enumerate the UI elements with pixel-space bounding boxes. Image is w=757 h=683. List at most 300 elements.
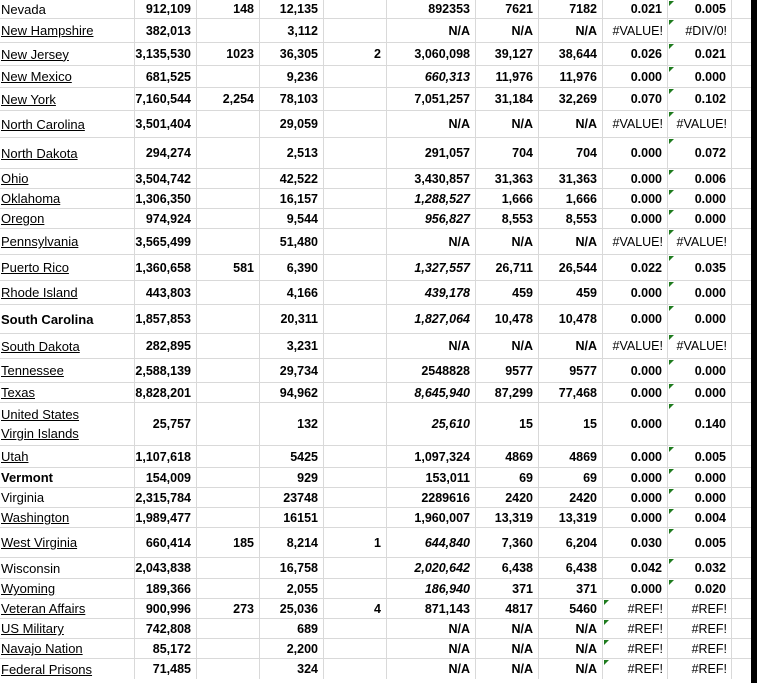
data-cell[interactable]: 0.000 xyxy=(603,169,668,188)
data-cell[interactable] xyxy=(197,639,260,658)
state-name-cell[interactable]: South Carolina xyxy=(0,305,135,333)
data-cell[interactable] xyxy=(324,334,387,358)
data-cell[interactable]: 0.000 xyxy=(603,66,668,87)
data-cell[interactable]: 69 xyxy=(476,468,539,487)
data-cell[interactable]: N/A xyxy=(539,111,603,137)
data-cell[interactable]: 39,127 xyxy=(476,43,539,65)
data-cell[interactable]: 443,803 xyxy=(135,281,197,304)
data-cell[interactable]: 2,513 xyxy=(260,138,324,168)
data-cell[interactable]: N/A xyxy=(476,639,539,658)
data-cell[interactable]: 0.042 xyxy=(603,558,668,578)
empty-cell[interactable] xyxy=(732,639,751,658)
data-cell[interactable]: 9577 xyxy=(476,359,539,382)
data-cell[interactable]: N/A xyxy=(476,619,539,638)
data-cell[interactable]: 1,306,350 xyxy=(135,189,197,208)
data-cell[interactable] xyxy=(324,209,387,228)
data-cell[interactable] xyxy=(324,19,387,42)
data-cell[interactable]: 0.072 xyxy=(668,138,732,168)
data-cell[interactable]: 1 xyxy=(324,528,387,557)
data-cell[interactable]: #REF! xyxy=(668,659,732,679)
data-cell[interactable]: 15 xyxy=(539,403,603,445)
data-cell[interactable]: 69 xyxy=(539,468,603,487)
data-cell[interactable] xyxy=(197,488,260,507)
data-cell[interactable]: 7182 xyxy=(539,0,603,18)
data-cell[interactable]: 8,553 xyxy=(539,209,603,228)
empty-cell[interactable] xyxy=(732,0,751,18)
data-cell[interactable]: N/A xyxy=(476,229,539,254)
data-cell[interactable]: 16151 xyxy=(260,508,324,527)
empty-cell[interactable] xyxy=(732,579,751,598)
data-cell[interactable] xyxy=(197,209,260,228)
state-name-cell[interactable]: Tennessee xyxy=(0,359,135,382)
data-cell[interactable]: 31,363 xyxy=(476,169,539,188)
data-cell[interactable] xyxy=(197,305,260,333)
data-cell[interactable]: 1,327,557 xyxy=(387,255,476,280)
data-cell[interactable]: 2,588,139 xyxy=(135,359,197,382)
data-cell[interactable]: 900,996 xyxy=(135,599,197,618)
data-cell[interactable]: 6,438 xyxy=(476,558,539,578)
data-cell[interactable]: #VALUE! xyxy=(668,111,732,137)
data-cell[interactable]: 871,143 xyxy=(387,599,476,618)
data-cell[interactable]: 0.000 xyxy=(603,383,668,402)
data-cell[interactable]: N/A xyxy=(539,639,603,658)
empty-cell[interactable] xyxy=(732,383,751,402)
data-cell[interactable]: 0.022 xyxy=(603,255,668,280)
data-cell[interactable]: 4869 xyxy=(539,446,603,467)
data-cell[interactable]: 8,214 xyxy=(260,528,324,557)
data-cell[interactable]: 7621 xyxy=(476,0,539,18)
data-cell[interactable]: N/A xyxy=(387,619,476,638)
data-cell[interactable] xyxy=(324,579,387,598)
data-cell[interactable]: 25,036 xyxy=(260,599,324,618)
data-cell[interactable]: 0.000 xyxy=(603,209,668,228)
data-cell[interactable]: 5460 xyxy=(539,599,603,618)
data-cell[interactable]: #REF! xyxy=(668,639,732,658)
data-cell[interactable]: N/A xyxy=(476,111,539,137)
data-cell[interactable] xyxy=(197,138,260,168)
data-cell[interactable] xyxy=(324,446,387,467)
data-cell[interactable]: 3,430,857 xyxy=(387,169,476,188)
data-cell[interactable]: N/A xyxy=(476,659,539,679)
data-cell[interactable]: N/A xyxy=(387,19,476,42)
data-cell[interactable]: 6,204 xyxy=(539,528,603,557)
data-cell[interactable]: 459 xyxy=(476,281,539,304)
data-cell[interactable]: 12,135 xyxy=(260,0,324,18)
data-cell[interactable]: 2,020,642 xyxy=(387,558,476,578)
empty-cell[interactable] xyxy=(732,305,751,333)
data-cell[interactable]: 26,544 xyxy=(539,255,603,280)
data-cell[interactable]: 0.021 xyxy=(603,0,668,18)
empty-cell[interactable] xyxy=(732,508,751,527)
data-cell[interactable]: 3,501,404 xyxy=(135,111,197,137)
data-cell[interactable]: 1,857,853 xyxy=(135,305,197,333)
empty-cell[interactable] xyxy=(732,359,751,382)
data-cell[interactable]: 7,160,544 xyxy=(135,88,197,110)
data-cell[interactable] xyxy=(197,189,260,208)
data-cell[interactable]: 0.000 xyxy=(603,305,668,333)
data-cell[interactable]: N/A xyxy=(539,619,603,638)
data-cell[interactable]: 2,254 xyxy=(197,88,260,110)
data-cell[interactable]: 1,360,658 xyxy=(135,255,197,280)
data-cell[interactable]: 0.000 xyxy=(668,305,732,333)
data-cell[interactable]: 29,734 xyxy=(260,359,324,382)
data-cell[interactable]: 294,274 xyxy=(135,138,197,168)
data-cell[interactable]: 324 xyxy=(260,659,324,679)
data-cell[interactable]: N/A xyxy=(387,229,476,254)
empty-cell[interactable] xyxy=(732,468,751,487)
data-cell[interactable] xyxy=(324,403,387,445)
data-cell[interactable]: 3,060,098 xyxy=(387,43,476,65)
data-cell[interactable]: #VALUE! xyxy=(668,334,732,358)
data-cell[interactable]: N/A xyxy=(539,19,603,42)
empty-cell[interactable] xyxy=(732,488,751,507)
data-cell[interactable] xyxy=(324,359,387,382)
data-cell[interactable]: N/A xyxy=(539,334,603,358)
data-cell[interactable]: 1,827,064 xyxy=(387,305,476,333)
state-name-cell[interactable]: South Dakota xyxy=(0,334,135,358)
data-cell[interactable]: 581 xyxy=(197,255,260,280)
state-name-cell[interactable]: New York xyxy=(0,88,135,110)
data-cell[interactable]: 956,827 xyxy=(387,209,476,228)
data-cell[interactable]: #REF! xyxy=(668,619,732,638)
data-cell[interactable]: 2420 xyxy=(476,488,539,507)
data-cell[interactable]: 26,711 xyxy=(476,255,539,280)
data-cell[interactable]: 148 xyxy=(197,0,260,18)
data-cell[interactable]: 974,924 xyxy=(135,209,197,228)
data-cell[interactable]: 282,895 xyxy=(135,334,197,358)
data-cell[interactable]: 0.000 xyxy=(603,508,668,527)
data-cell[interactable]: 15 xyxy=(476,403,539,445)
data-cell[interactable]: 0.000 xyxy=(668,281,732,304)
state-name-cell[interactable]: Vermont xyxy=(0,468,135,487)
data-cell[interactable]: 2289616 xyxy=(387,488,476,507)
data-cell[interactable]: 912,109 xyxy=(135,0,197,18)
state-name-cell[interactable]: Oklahoma xyxy=(0,189,135,208)
empty-cell[interactable] xyxy=(732,659,751,679)
data-cell[interactable]: 892353 xyxy=(387,0,476,18)
data-cell[interactable]: 742,808 xyxy=(135,619,197,638)
data-cell[interactable]: 42,522 xyxy=(260,169,324,188)
data-cell[interactable]: 0.020 xyxy=(668,579,732,598)
state-name-cell[interactable]: Texas xyxy=(0,383,135,402)
data-cell[interactable]: 38,644 xyxy=(539,43,603,65)
data-cell[interactable] xyxy=(324,88,387,110)
empty-cell[interactable] xyxy=(732,281,751,304)
data-cell[interactable]: 9,236 xyxy=(260,66,324,87)
state-name-cell[interactable]: Utah xyxy=(0,446,135,467)
data-cell[interactable]: N/A xyxy=(387,659,476,679)
data-cell[interactable]: 2,043,838 xyxy=(135,558,197,578)
data-cell[interactable]: 25,757 xyxy=(135,403,197,445)
data-cell[interactable] xyxy=(197,619,260,638)
data-cell[interactable]: 153,011 xyxy=(387,468,476,487)
data-cell[interactable] xyxy=(197,383,260,402)
state-name-cell[interactable]: West Virginia xyxy=(0,528,135,557)
data-cell[interactable] xyxy=(324,488,387,507)
data-cell[interactable]: 0.004 xyxy=(668,508,732,527)
data-cell[interactable] xyxy=(197,446,260,467)
data-cell[interactable]: 291,057 xyxy=(387,138,476,168)
data-cell[interactable]: 0.000 xyxy=(668,66,732,87)
data-cell[interactable]: 29,059 xyxy=(260,111,324,137)
data-cell[interactable]: 78,103 xyxy=(260,88,324,110)
empty-cell[interactable] xyxy=(732,43,751,65)
data-cell[interactable] xyxy=(324,468,387,487)
data-cell[interactable]: N/A xyxy=(476,19,539,42)
empty-cell[interactable] xyxy=(732,599,751,618)
state-name-cell[interactable] xyxy=(0,403,135,445)
state-name-cell[interactable]: North Carolina xyxy=(0,111,135,137)
state-name-cell[interactable]: Ohio xyxy=(0,169,135,188)
state-name-cell[interactable]: Federal Prisons xyxy=(0,659,135,679)
data-cell[interactable]: 16,157 xyxy=(260,189,324,208)
data-cell[interactable]: 0.000 xyxy=(603,403,668,445)
data-cell[interactable]: 32,269 xyxy=(539,88,603,110)
data-cell[interactable] xyxy=(324,281,387,304)
data-cell[interactable] xyxy=(324,305,387,333)
data-cell[interactable] xyxy=(197,659,260,679)
data-cell[interactable]: 2,200 xyxy=(260,639,324,658)
data-cell[interactable]: 2,055 xyxy=(260,579,324,598)
data-cell[interactable]: 25,610 xyxy=(387,403,476,445)
empty-cell[interactable] xyxy=(732,19,751,42)
data-cell[interactable]: 2420 xyxy=(539,488,603,507)
data-cell[interactable]: 6,390 xyxy=(260,255,324,280)
data-cell[interactable] xyxy=(197,359,260,382)
data-cell[interactable]: 0.000 xyxy=(603,281,668,304)
data-cell[interactable]: 189,366 xyxy=(135,579,197,598)
data-cell[interactable]: 85,172 xyxy=(135,639,197,658)
data-cell[interactable]: 0.006 xyxy=(668,169,732,188)
data-cell[interactable] xyxy=(324,659,387,679)
data-cell[interactable]: 9577 xyxy=(539,359,603,382)
data-cell[interactable]: 0.000 xyxy=(603,488,668,507)
data-cell[interactable]: #REF! xyxy=(603,639,668,658)
data-cell[interactable]: 0.032 xyxy=(668,558,732,578)
data-cell[interactable]: 0.021 xyxy=(668,43,732,65)
data-cell[interactable]: 704 xyxy=(539,138,603,168)
data-cell[interactable]: 2 xyxy=(324,43,387,65)
data-cell[interactable]: 371 xyxy=(476,579,539,598)
data-cell[interactable]: 13,319 xyxy=(539,508,603,527)
data-cell[interactable]: 0.000 xyxy=(668,189,732,208)
data-cell[interactable] xyxy=(324,138,387,168)
data-cell[interactable]: 5425 xyxy=(260,446,324,467)
state-name-cell[interactable]: US Military xyxy=(0,619,135,638)
data-cell[interactable]: 0.000 xyxy=(668,209,732,228)
data-cell[interactable]: 11,976 xyxy=(476,66,539,87)
data-cell[interactable]: 4869 xyxy=(476,446,539,467)
data-cell[interactable] xyxy=(324,169,387,188)
data-cell[interactable]: 31,184 xyxy=(476,88,539,110)
state-name-cell[interactable]: Nevada xyxy=(0,0,135,18)
data-cell[interactable]: 132 xyxy=(260,403,324,445)
data-cell[interactable]: 154,009 xyxy=(135,468,197,487)
data-cell[interactable]: 660,313 xyxy=(387,66,476,87)
data-cell[interactable]: 0.000 xyxy=(668,383,732,402)
data-cell[interactable]: 439,178 xyxy=(387,281,476,304)
data-cell[interactable] xyxy=(197,508,260,527)
data-cell[interactable]: 8,828,201 xyxy=(135,383,197,402)
data-cell[interactable]: 13,319 xyxy=(476,508,539,527)
data-cell[interactable]: 2548828 xyxy=(387,359,476,382)
data-cell[interactable]: 7,051,257 xyxy=(387,88,476,110)
data-cell[interactable]: 2,315,784 xyxy=(135,488,197,507)
data-cell[interactable] xyxy=(324,255,387,280)
data-cell[interactable] xyxy=(197,281,260,304)
data-cell[interactable] xyxy=(197,579,260,598)
state-name-cell[interactable]: Washington xyxy=(0,508,135,527)
data-cell[interactable]: 0.005 xyxy=(668,0,732,18)
empty-cell[interactable] xyxy=(732,619,751,638)
data-cell[interactable]: N/A xyxy=(387,334,476,358)
data-cell[interactable]: 0.102 xyxy=(668,88,732,110)
data-cell[interactable]: 3,565,499 xyxy=(135,229,197,254)
data-cell[interactable]: 0.005 xyxy=(668,446,732,467)
data-cell[interactable]: 16,758 xyxy=(260,558,324,578)
data-cell[interactable]: #VALUE! xyxy=(603,19,668,42)
data-cell[interactable]: 1,989,477 xyxy=(135,508,197,527)
state-name-cell[interactable]: Rhode Island xyxy=(0,281,135,304)
empty-cell[interactable] xyxy=(732,334,751,358)
empty-cell[interactable] xyxy=(732,209,751,228)
empty-cell[interactable] xyxy=(732,66,751,87)
data-cell[interactable]: N/A xyxy=(387,639,476,658)
empty-cell[interactable] xyxy=(732,88,751,110)
empty-cell[interactable] xyxy=(732,189,751,208)
data-cell[interactable]: 185 xyxy=(197,528,260,557)
data-cell[interactable]: 11,976 xyxy=(539,66,603,87)
data-cell[interactable]: 1,666 xyxy=(476,189,539,208)
data-cell[interactable]: 0.000 xyxy=(603,446,668,467)
data-cell[interactable]: 3,504,742 xyxy=(135,169,197,188)
empty-cell[interactable] xyxy=(732,229,751,254)
data-cell[interactable]: 644,840 xyxy=(387,528,476,557)
data-cell[interactable]: 0.000 xyxy=(668,488,732,507)
data-cell[interactable]: 1,097,324 xyxy=(387,446,476,467)
state-name-cell[interactable]: Virginia xyxy=(0,488,135,507)
data-cell[interactable]: 660,414 xyxy=(135,528,197,557)
data-cell[interactable]: 689 xyxy=(260,619,324,638)
data-cell[interactable]: 71,485 xyxy=(135,659,197,679)
data-cell[interactable]: 4 xyxy=(324,599,387,618)
data-cell[interactable]: 0.035 xyxy=(668,255,732,280)
state-name-cell[interactable]: New Mexico xyxy=(0,66,135,87)
data-cell[interactable] xyxy=(197,558,260,578)
data-cell[interactable]: 1023 xyxy=(197,43,260,65)
empty-cell[interactable] xyxy=(732,558,751,578)
data-cell[interactable] xyxy=(197,468,260,487)
data-cell[interactable]: #VALUE! xyxy=(603,334,668,358)
data-cell[interactable]: 382,013 xyxy=(135,19,197,42)
data-cell[interactable]: 0.000 xyxy=(603,468,668,487)
data-cell[interactable]: 3,231 xyxy=(260,334,324,358)
data-cell[interactable] xyxy=(324,558,387,578)
data-cell[interactable]: 4,166 xyxy=(260,281,324,304)
data-cell[interactable]: 9,544 xyxy=(260,209,324,228)
empty-cell[interactable] xyxy=(732,138,751,168)
data-cell[interactable]: 0.005 xyxy=(668,528,732,557)
data-cell[interactable]: 0.000 xyxy=(603,359,668,382)
state-name-cell[interactable]: Wyoming xyxy=(0,579,135,598)
data-cell[interactable] xyxy=(197,229,260,254)
data-cell[interactable] xyxy=(324,508,387,527)
empty-cell[interactable] xyxy=(732,446,751,467)
data-cell[interactable]: 10,478 xyxy=(539,305,603,333)
data-cell[interactable]: 8,645,940 xyxy=(387,383,476,402)
data-cell[interactable]: N/A xyxy=(539,659,603,679)
data-cell[interactable]: #DIV/0! xyxy=(668,19,732,42)
data-cell[interactable]: 0.000 xyxy=(668,468,732,487)
data-cell[interactable]: N/A xyxy=(476,334,539,358)
data-cell[interactable]: 0.026 xyxy=(603,43,668,65)
data-cell[interactable]: N/A xyxy=(387,111,476,137)
data-cell[interactable]: 8,553 xyxy=(476,209,539,228)
data-cell[interactable]: N/A xyxy=(539,229,603,254)
state-name-cell[interactable]: New Hampshire xyxy=(0,19,135,42)
data-cell[interactable]: #REF! xyxy=(603,619,668,638)
data-cell[interactable]: #REF! xyxy=(603,659,668,679)
state-name-cell[interactable]: Pennsylvania xyxy=(0,229,135,254)
empty-cell[interactable] xyxy=(732,255,751,280)
state-name-cell[interactable]: Oregon xyxy=(0,209,135,228)
data-cell[interactable] xyxy=(324,66,387,87)
data-cell[interactable]: 186,940 xyxy=(387,579,476,598)
data-cell[interactable]: #REF! xyxy=(603,599,668,618)
data-cell[interactable]: 3,135,530 xyxy=(135,43,197,65)
data-cell[interactable]: 87,299 xyxy=(476,383,539,402)
data-cell[interactable] xyxy=(324,229,387,254)
data-cell[interactable]: 0.000 xyxy=(603,189,668,208)
empty-cell[interactable] xyxy=(732,169,751,188)
data-cell[interactable]: 1,107,618 xyxy=(135,446,197,467)
data-cell[interactable] xyxy=(197,111,260,137)
empty-cell[interactable] xyxy=(732,403,751,445)
data-cell[interactable]: 23748 xyxy=(260,488,324,507)
data-cell[interactable] xyxy=(324,383,387,402)
data-cell[interactable] xyxy=(197,403,260,445)
data-cell[interactable]: 0.000 xyxy=(603,138,668,168)
state-name-cell[interactable]: Puerto Rico xyxy=(0,255,135,280)
data-cell[interactable]: 1,666 xyxy=(539,189,603,208)
data-cell[interactable] xyxy=(197,334,260,358)
data-cell[interactable]: 0.070 xyxy=(603,88,668,110)
data-cell[interactable]: 0.000 xyxy=(668,359,732,382)
data-cell[interactable]: 0.030 xyxy=(603,528,668,557)
state-name-cell[interactable]: Veteran Affairs xyxy=(0,599,135,618)
data-cell[interactable]: 371 xyxy=(539,579,603,598)
data-cell[interactable]: 459 xyxy=(539,281,603,304)
data-cell[interactable]: 3,112 xyxy=(260,19,324,42)
data-cell[interactable]: #VALUE! xyxy=(668,229,732,254)
data-cell[interactable]: 0.000 xyxy=(603,579,668,598)
data-cell[interactable] xyxy=(324,189,387,208)
data-cell[interactable]: 51,480 xyxy=(260,229,324,254)
data-cell[interactable]: 36,305 xyxy=(260,43,324,65)
state-name-cell[interactable]: Navajo Nation xyxy=(0,639,135,658)
data-cell[interactable] xyxy=(197,19,260,42)
data-cell[interactable]: 1,960,007 xyxy=(387,508,476,527)
empty-cell[interactable] xyxy=(732,111,751,137)
data-cell[interactable] xyxy=(324,639,387,658)
data-cell[interactable]: 20,311 xyxy=(260,305,324,333)
data-cell[interactable]: 704 xyxy=(476,138,539,168)
data-cell[interactable] xyxy=(197,66,260,87)
data-cell[interactable]: 10,478 xyxy=(476,305,539,333)
data-cell[interactable]: #REF! xyxy=(668,599,732,618)
data-cell[interactable]: 7,360 xyxy=(476,528,539,557)
data-cell[interactable]: 273 xyxy=(197,599,260,618)
